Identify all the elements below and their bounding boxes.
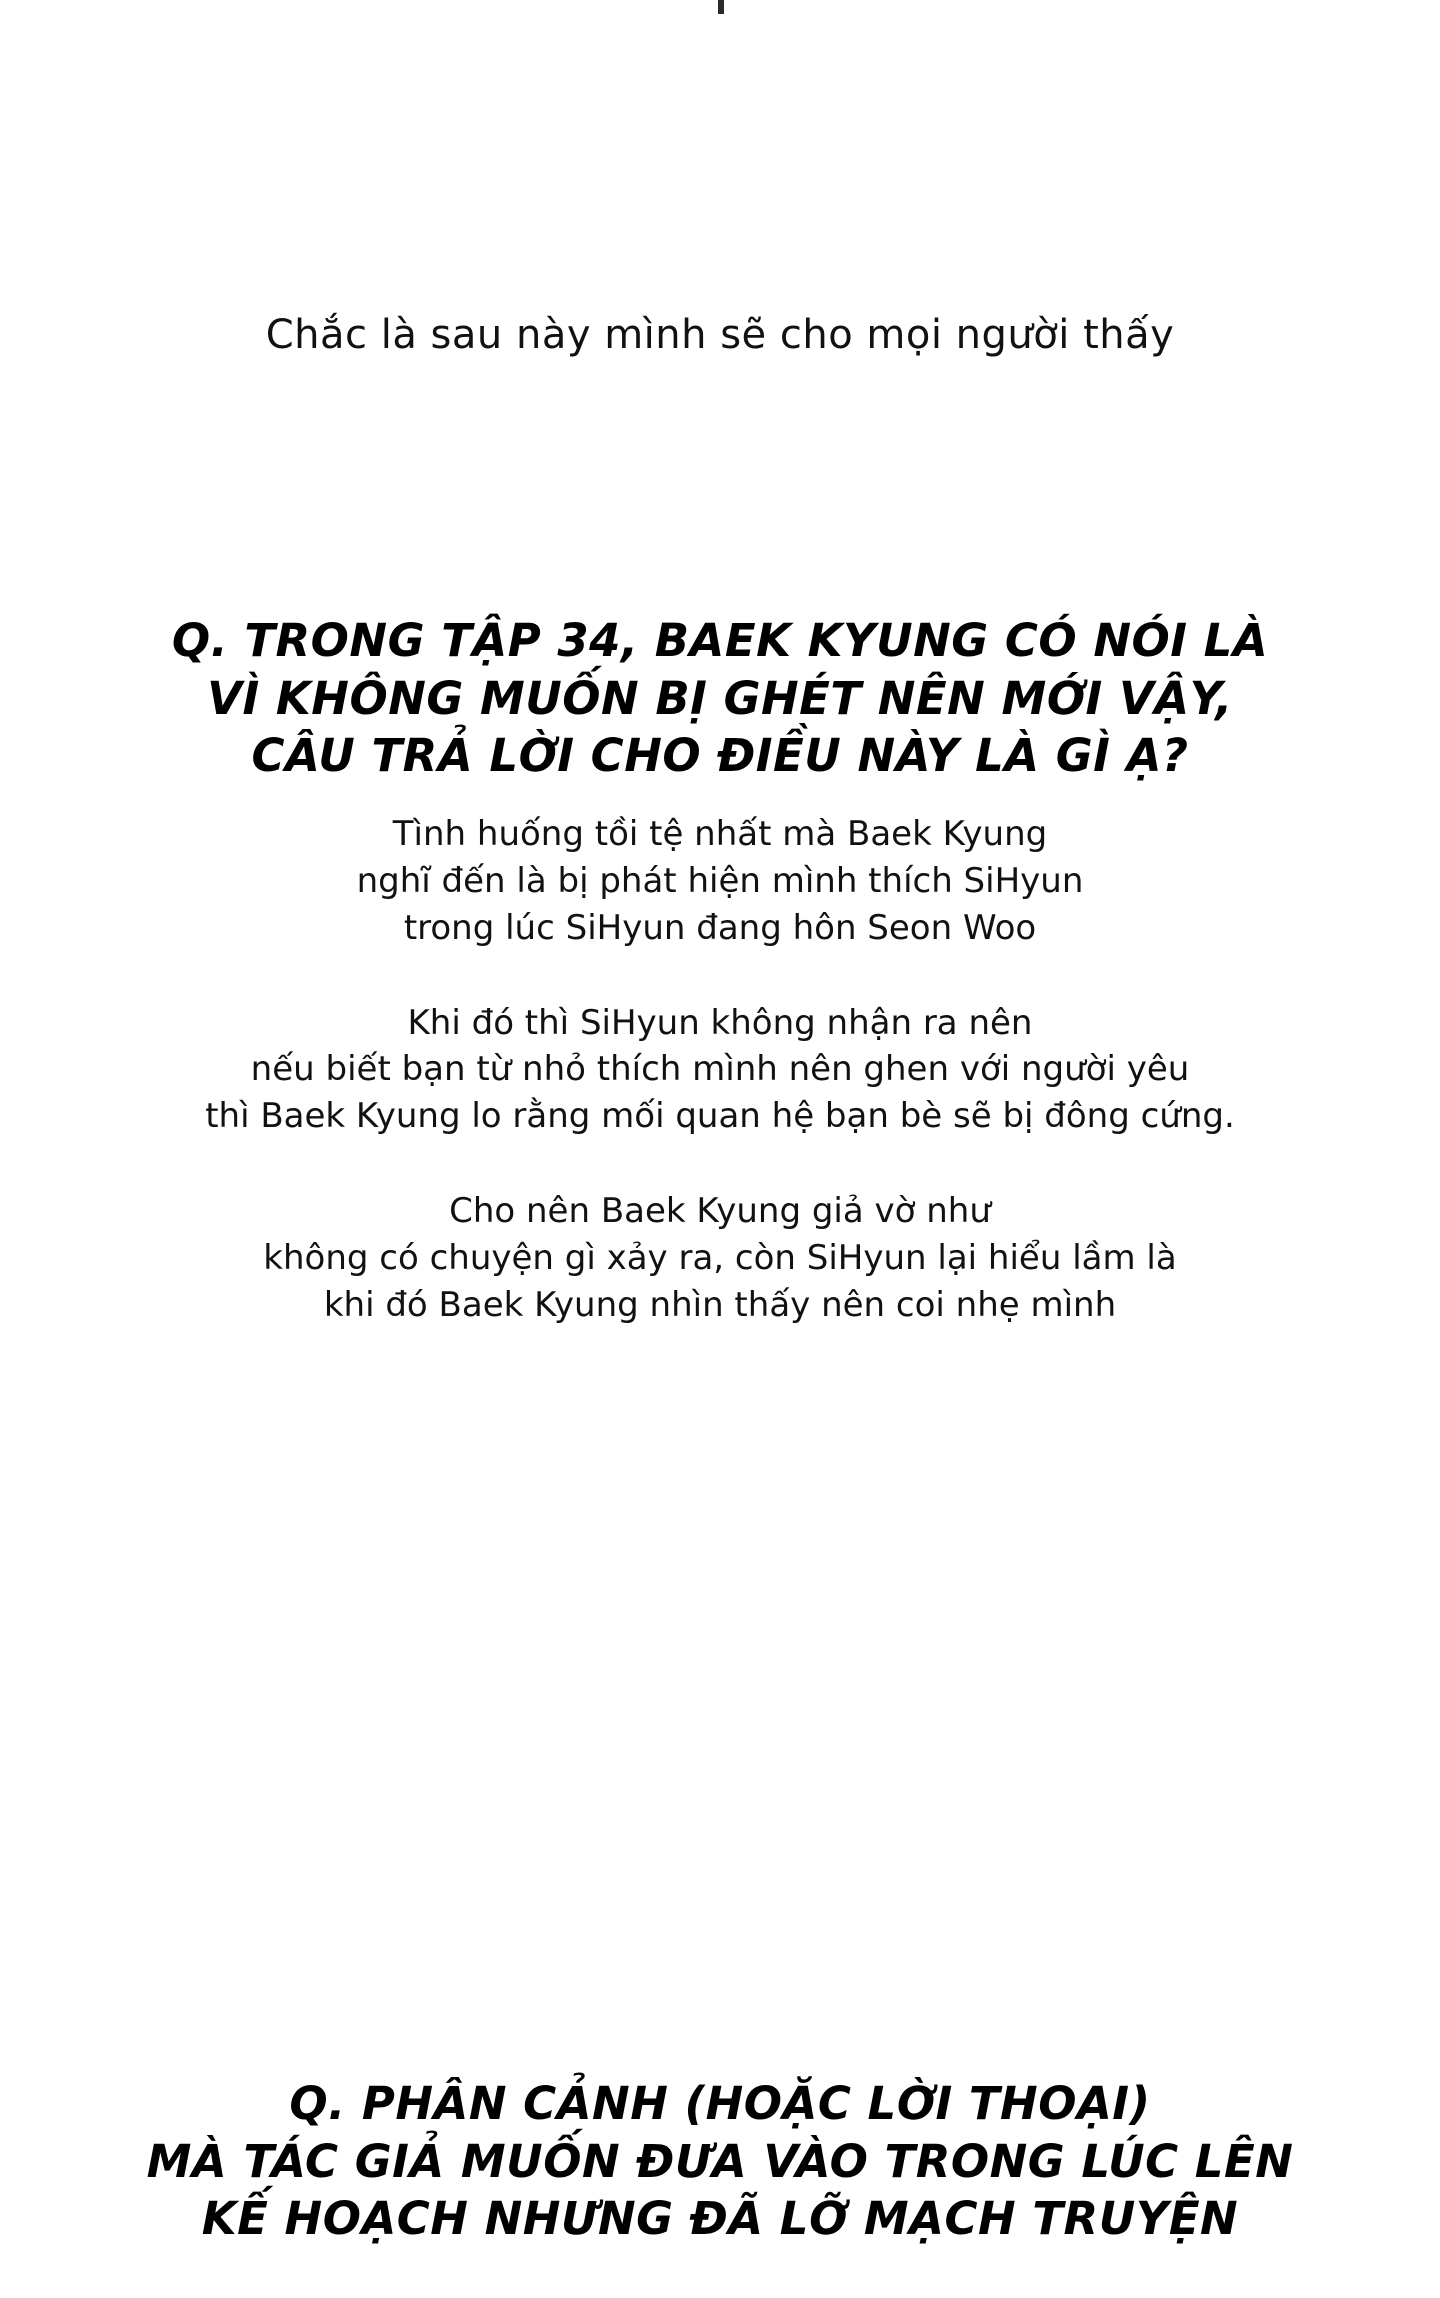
answer-line: nếu biết bạn từ nhỏ thích mình nên ghen với người yêu [250,1049,1190,1090]
answer-paragraph-3 [80,1188,1360,1329]
answer-paragraph-1 [80,811,1360,952]
page-top-marker [718,0,724,14]
question-heading-1 [140,612,1300,785]
answer-line: Cho nên Baek Kyung giả vờ như [449,1191,991,1232]
answer-line: Khi đó thì SiHyun không nhận ra nên [407,1002,1033,1043]
answer-line: không có chuyện gì xảy ra, còn SiHyun lại hiểu lầm là [263,1238,1177,1279]
answer-line: trong lúc SiHyun đang hôn Seon Woo [403,907,1037,948]
answer-line: Tình huống tồi tệ nhất mà Baek Kyung [392,813,1048,854]
question-line: Q. TRONG TẬP 34, BAEK KYUNG CÓ NÓI LÀ [171,614,1269,667]
intro-line: Chắc là sau này mình sẽ cho mọi người thấy [265,312,1175,358]
answer-line: khi đó Baek Kyung nhìn thấy nên coi nhẹ mình [323,1285,1117,1326]
question-line: MÀ TÁC GIẢ MUỐN ĐƯA VÀO TRONG LÚC LÊN [146,2134,1294,2188]
answer-line: nghĩ đến là bị phát hiện mình thích SiHyun [356,860,1084,901]
answer-line: thì Baek Kyung lo rằng mối quan hệ bạn bè sẽ bị đông cứng. [205,1096,1235,1137]
question-line: Q. PHÂN CẢNH (HOẶC LỜI THOẠI) [289,2077,1151,2130]
qa-section-2 [0,2075,1440,2248]
qa-section-1 [0,612,1440,1329]
question-line: VÌ KHÔNG MUỐN BỊ GHÉT NÊN MỚI VẬY, [207,671,1233,725]
question-line: KẾ HOẠCH NHƯNG ĐÃ LỠ MẠCH TRUYỆN [201,2192,1239,2246]
question-heading-2 [140,2075,1300,2248]
answer-paragraph-2 [80,1000,1360,1141]
question-line: CÂU TRẢ LỜI CHO ĐIỀU NÀY LÀ GÌ Ạ? [251,729,1189,783]
